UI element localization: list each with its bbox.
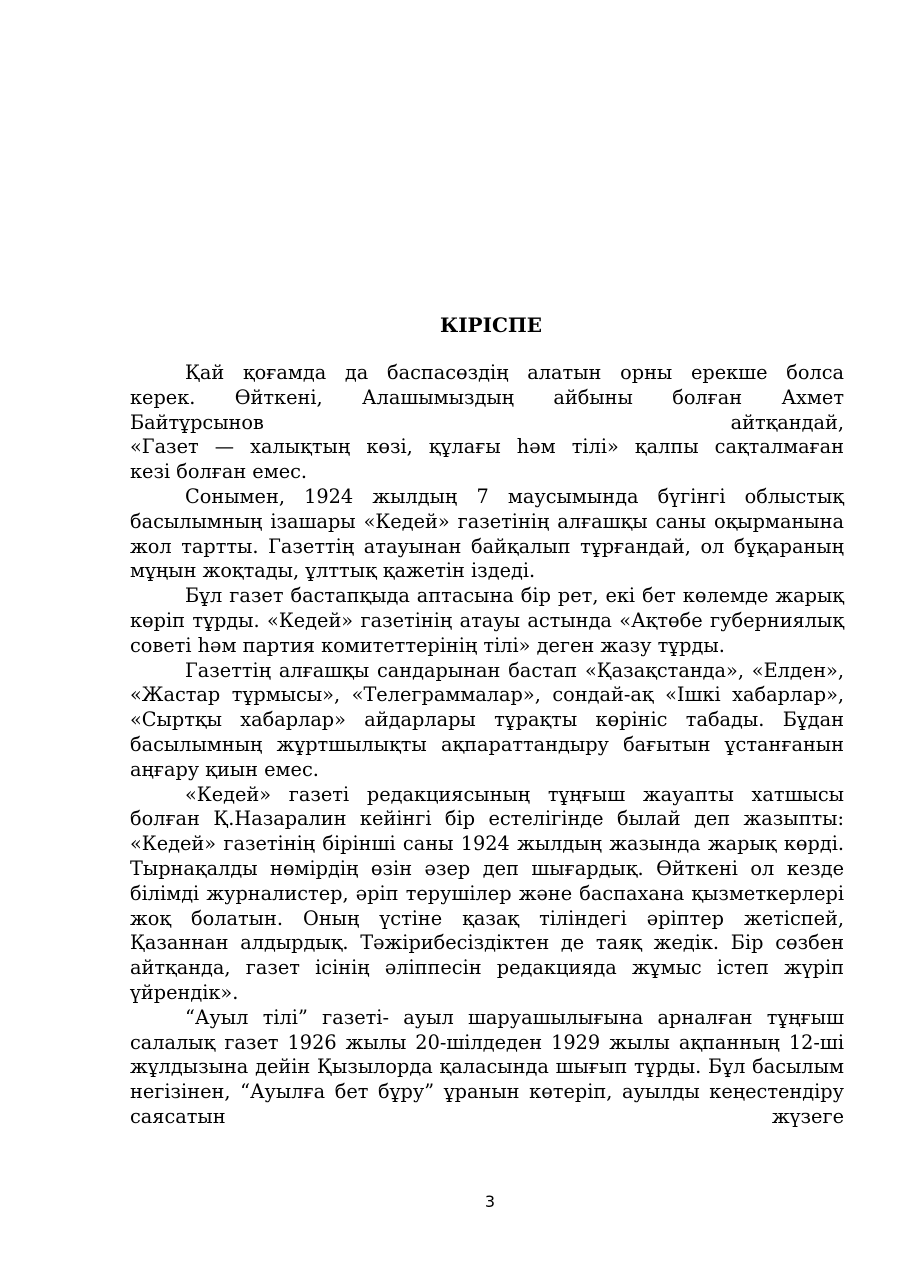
body-text <box>130 361 844 1130</box>
paragraph-1 <box>130 361 844 485</box>
page-number: 3 <box>484 1192 496 1211</box>
paragraph-3: Бұл газет бастапқыда аптасына бір рет, екі бет көлемде жарық көріп тұрды. «Кедей» газетінің атауы астында «Ақтөбе губерниялық советі һәм партия комитеттерінің тілі» деген жазу тұрды. <box>130 584 844 657</box>
paragraph-6: “Ауыл тілі” газеті- ауыл шаруашылығына арналған тұңғыш салалық газет 1926 жылы 20-шілдеден 1929 жылы ақпанның 12-ші жұлдызына дейін Қызылорда қаласында шығып тұрды. Бұл басылым негізінен, “Ауылға бет бұру” ұранын көтеріп, ауылды кеңестендіру саясатын жүзеге <box>130 1005 844 1128</box>
paragraph-line: керек. Өйткені, Алашымыздың айбыны болған Ахмет <box>130 385 844 409</box>
paragraph-line: Қай қоғамда да баспасөздің алатын орны ерекше болса <box>185 361 844 384</box>
paragraph-4: Газеттің алғашқы сандарынан бастап «Қазақстанда», «Елден», «Жастар тұрмысы», «Телеграммалар», сондай-ақ «Ішкі хабарлар», «Сыртқы хабарлар» айдарлары тұрақты көрініс табады. Бұдан басылымның жұртшылықты ақпараттандыру бағытын ұстанғанын аңғару қиын емес. <box>130 658 844 781</box>
paragraph-5: «Кедей» газеті редакциясының тұңғыш жауапты хатшысы болған Қ.Назаралин кейінгі бір естелігінде былай деп жазыпты: «Кедей» газетінің бірінші саны 1924 жылдың жазында жарық көрді. Тырнақалды нөмірдің өзін әзер деп шығардық. Өйткені ол кезде білімді журналистер, әріп терушілер және баспахана қызметкерлері жоқ болатын. Оның үстіне қазақ тіліндегі әріптер жетіспей, Қазаннан алдырдық. Тәжірибесіздіктен де таяқ жедік. Бір сөзбен айтқанда, газет ісінің әліппесін редакцияда жұмыс істеп жүріп үйрендік». <box>130 782 844 1004</box>
page-title: КІРІСПЕ <box>440 313 542 337</box>
paragraph-line: Байтұрсынов aйтқандай, <box>130 410 844 434</box>
paragraph-line: кезі болған емес. <box>130 460 308 484</box>
paragraph-line: «Газет — халықтың көзі, құлағы һәм тілі» қалпы сақталмаған <box>130 435 844 459</box>
paragraph-2: Сонымен, 1924 жылдың 7 маусымында бүгінгі облыстық басылымның ізашары «Кедей» газетінің алғашқы саны оқырманына жол тартты. Газеттің атауынан байқалып тұрғандай, ол бұқараның мұңын жоқтады, ұлттық қажетін іздеді. <box>130 484 844 583</box>
